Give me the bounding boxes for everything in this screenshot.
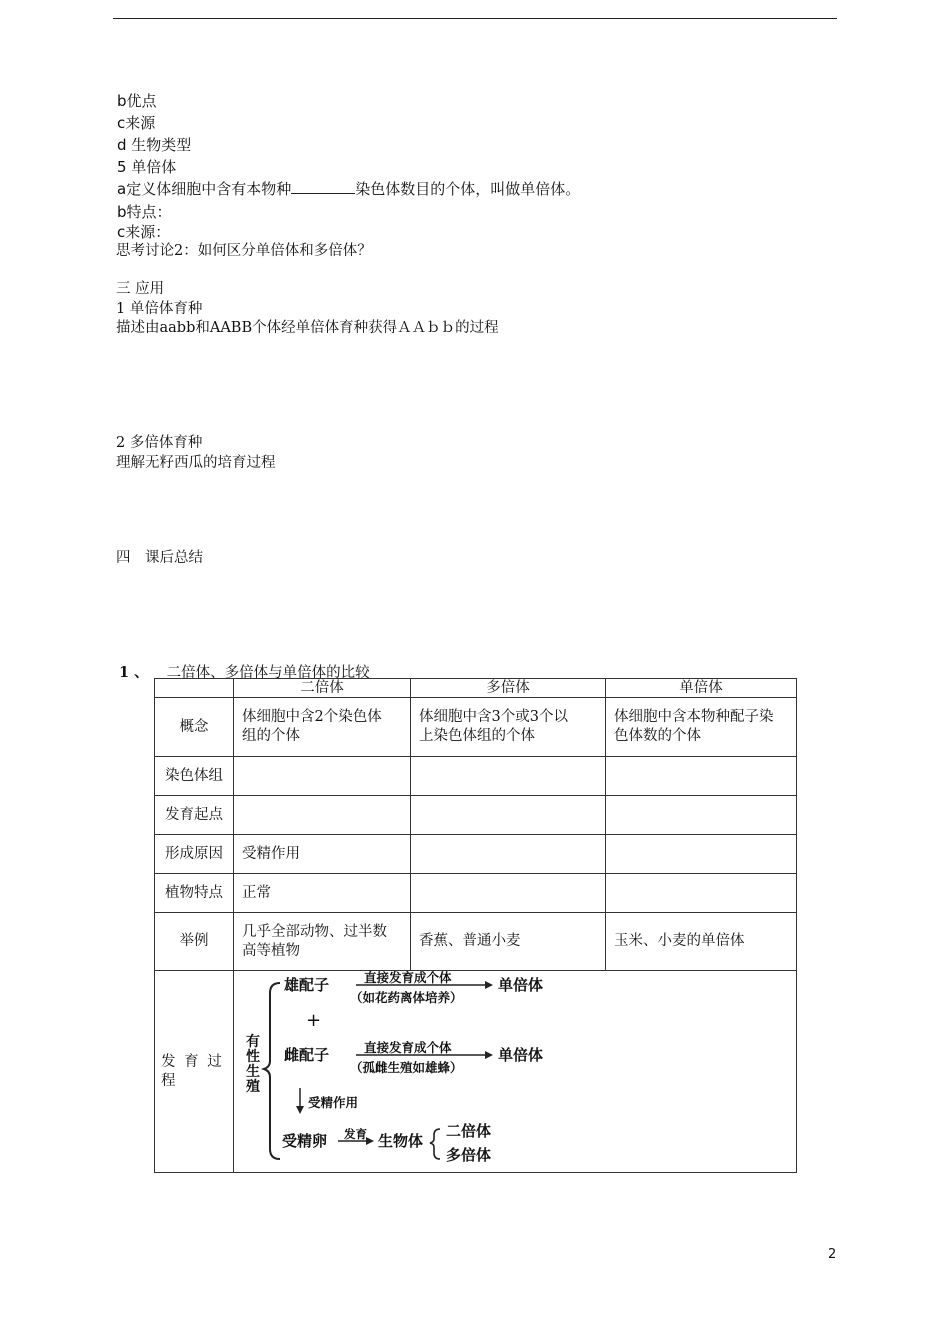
table-cell: 香蕉、普通小麦 xyxy=(411,913,606,971)
table-cell: 玉米、小麦的单倍体 xyxy=(606,913,797,971)
female-arrow-head xyxy=(485,1051,493,1059)
table-cell xyxy=(411,796,606,835)
haploid-result-male: 单倍体 xyxy=(498,976,544,994)
page-number: 2 xyxy=(828,1247,837,1262)
header-rule xyxy=(113,18,837,19)
header-haploid: 单倍体 xyxy=(606,679,797,698)
table-cell xyxy=(411,835,606,874)
table-cell xyxy=(606,835,797,874)
process-cell xyxy=(234,971,797,1173)
table-cell: 受精作用 xyxy=(234,835,411,874)
direct-dev-label-female: 直接发育成个体 xyxy=(364,1040,452,1055)
development-diagram xyxy=(240,971,558,1172)
table-header-row xyxy=(155,679,797,698)
row-label: 概念 xyxy=(155,698,234,757)
discussion-question: 思考讨论2：如何区分单倍体和多倍体？ xyxy=(116,243,372,259)
table-cell xyxy=(606,874,797,913)
right-brace xyxy=(430,1129,440,1159)
section-3-item2-title: 2 多倍体育种 xyxy=(116,435,203,451)
female-gamete: 雌配子 xyxy=(284,1046,330,1064)
definition-suffix: 染色体数目的个体，叫做单倍体。 xyxy=(355,180,581,198)
table-cell: 几乎全部动物、过半数 高等植物 xyxy=(234,913,411,971)
haploid-result-female: 单倍体 xyxy=(498,1046,544,1064)
row-label: 发育起点 xyxy=(155,796,234,835)
diploid-result: 二倍体 xyxy=(446,1122,492,1140)
comparison-table xyxy=(154,678,797,1173)
male-note: （如花药离体培养） xyxy=(350,990,463,1005)
organism: 生物体 xyxy=(378,1132,424,1150)
fertilization-label: 受精作用 xyxy=(308,1095,359,1110)
row-label: 举例 xyxy=(155,913,234,971)
row-label: 染色体组 xyxy=(155,757,234,796)
table-title-number: 1 、 xyxy=(119,664,149,681)
left-brace xyxy=(264,983,280,1159)
header-diploid: 二倍体 xyxy=(234,679,411,698)
header-empty xyxy=(155,679,234,698)
item-b-advantage: b优点 xyxy=(117,92,157,110)
table-row-process xyxy=(155,971,797,1173)
male-gamete: 雄配子 xyxy=(284,976,330,994)
section-3-item2-desc: 理解无籽西瓜的培育过程 xyxy=(116,455,276,471)
direct-dev-label-male: 直接发育成个体 xyxy=(364,970,452,985)
table-cell xyxy=(606,757,797,796)
table-cell xyxy=(411,757,606,796)
female-note: （孤雌生殖如雄蜂） xyxy=(350,1060,463,1075)
item-c-source: c来源 xyxy=(117,114,156,132)
sexual-reproduction-label: 有性生殖 xyxy=(246,1034,260,1095)
table-row xyxy=(155,874,797,913)
fill-blank xyxy=(291,181,355,194)
item-5-haploid: 5 单倍体 xyxy=(117,158,177,176)
table-cell xyxy=(606,796,797,835)
zygote-arrow-head xyxy=(366,1137,374,1145)
section-3-title: 三 应用 xyxy=(116,281,165,297)
table-cell: 正常 xyxy=(234,874,411,913)
row-label: 形成原因 xyxy=(155,835,234,874)
down-arrow-head xyxy=(296,1106,304,1114)
zygote: 受精卵 xyxy=(282,1132,328,1150)
plus-sign: + xyxy=(306,1010,322,1031)
table-cell xyxy=(234,796,411,835)
table-cell: 体细胞中含3个或3个以 上染色体组的个体 xyxy=(411,698,606,757)
table-row xyxy=(155,835,797,874)
table-cell xyxy=(411,874,606,913)
source-label: c来源： xyxy=(117,223,171,241)
male-arrow-head xyxy=(485,981,493,989)
develop-label: 发育 xyxy=(344,1127,367,1141)
table-row xyxy=(155,698,797,757)
definition-line xyxy=(117,178,580,199)
table-cell: 体细胞中含本物种配子染 色体数的个体 xyxy=(606,698,797,757)
table-cell: 体细胞中含2个染色体 组的个体 xyxy=(234,698,411,757)
row-label: 植物特点 xyxy=(155,874,234,913)
row-label: 发 育 过程 xyxy=(155,971,234,1173)
table-row xyxy=(155,757,797,796)
polyploid-result: 多倍体 xyxy=(446,1146,492,1164)
definition-prefix: a定义体细胞中含有本物种 xyxy=(117,180,292,198)
section-4-title: 四 课后总结 xyxy=(116,550,203,566)
section-3-item1-title: 1 单倍体育种 xyxy=(116,301,203,317)
section-3-item1-desc: 描述由aabb和AABB个体经单倍体育种获得ＡＡｂｂ的过程 xyxy=(116,320,499,336)
header-polyploid: 多倍体 xyxy=(411,679,606,698)
feature-label: b特点： xyxy=(117,203,172,221)
table-cell xyxy=(234,757,411,796)
table-row xyxy=(155,796,797,835)
table-title-text: 二倍体、多倍体与单倍体的比较 xyxy=(166,665,370,681)
item-d-bio-type: d 生物类型 xyxy=(117,136,192,154)
table-row xyxy=(155,913,797,971)
